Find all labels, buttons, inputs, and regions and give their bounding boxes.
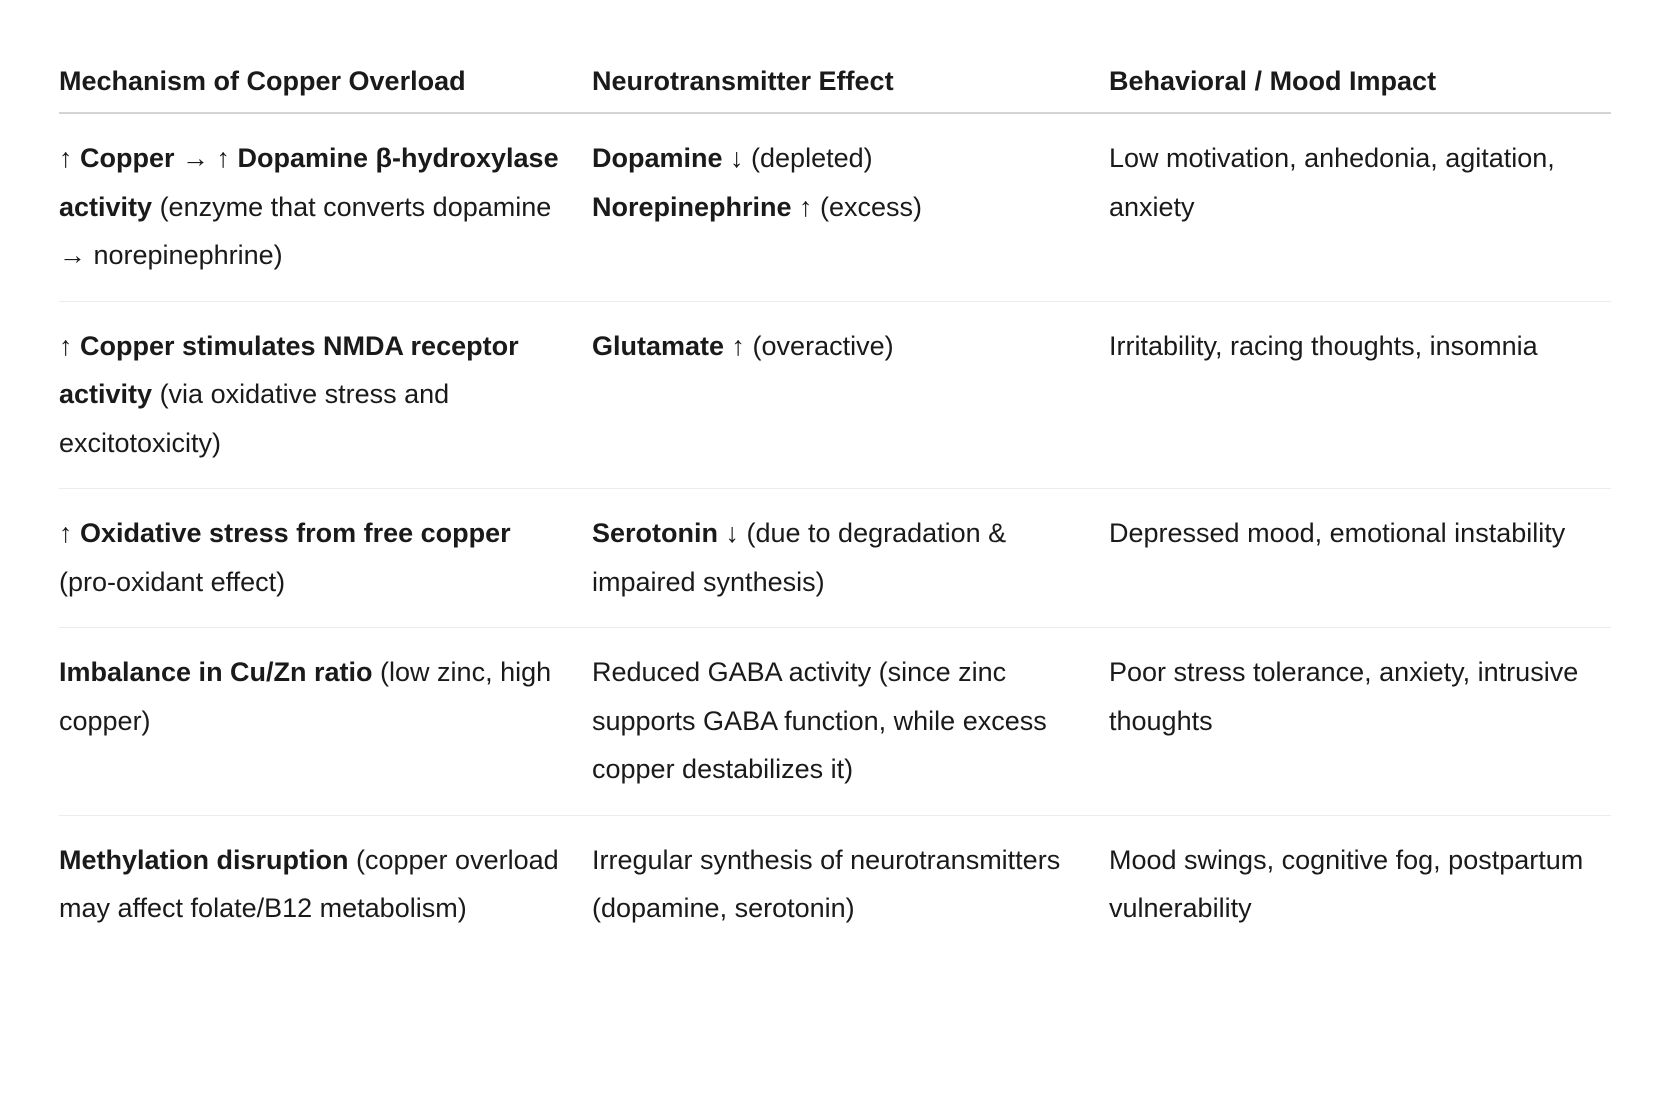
column-header-behavioral-impact: Behavioral / Mood Impact [1109,52,1611,113]
effect-line [592,509,1089,606]
mechanism-bold-text: ↑ Oxidative stress from free copper [59,518,511,548]
mechanism-cell [59,628,592,816]
effect-detail-text: (excess) [812,191,923,222]
mechanism-cell [59,489,592,628]
table-row [59,628,1611,816]
effect-line [592,322,1089,371]
effect-bold-text: Glutamate ↑ [592,330,746,361]
effect-detail-text: (depleted) [743,143,873,173]
mechanism-detail-text: (pro-oxidant effect) [59,566,286,597]
mechanism-bold-text: Methylation disruption [59,844,349,875]
mechanism-cell [59,113,592,301]
effect-cell [592,489,1109,628]
effect-line [592,648,1089,794]
effect-cell [592,628,1109,816]
effect-bold-text: Norepinephrine ↑ [592,191,813,222]
mechanism-detail-text: (via oxidative stress and excitotoxicity) [59,379,450,458]
mechanism-bold-text: ↑ Copper → ↑ Dopamine β-hydroxylase activity [59,143,559,222]
table-row [59,113,1611,301]
table-row [59,815,1611,954]
effect-bold-text: Dopamine ↓ [592,143,744,173]
mechanism-detail-text: (enzyme that converts dopamine → norepinephrine) [59,191,552,270]
column-header-neurotransmitter-effect: Neurotransmitter Effect [592,52,1109,113]
impact-cell: Irritability, racing thoughts, insomnia [1109,301,1611,489]
effect-detail-text: Irregular synthesis of neurotransmitters (dopamine, serotonin) [592,844,1061,923]
effect-cell [592,113,1109,301]
mechanism-bold-text: Imbalance in Cu/Zn ratio [59,657,373,687]
mechanism-cell [59,301,592,489]
mechanism-detail-text: (copper overload may affect folate/B12 metabolism) [59,844,559,923]
impact-cell: Poor stress tolerance, anxiety, intrusive thoughts [1109,628,1611,816]
effect-bold-text: Serotonin ↓ [592,518,739,548]
effect-detail-text: (overactive) [745,330,894,361]
column-header-mechanism: Mechanism of Copper Overload [59,52,592,113]
impact-cell: Depressed mood, emotional instability [1109,489,1611,628]
effect-line [592,836,1089,933]
effect-line [592,183,1089,232]
effect-detail-text: Reduced GABA activity (since zinc supports GABA function, while excess copper destabilizes it) [592,657,1047,784]
effect-line [592,134,1089,183]
mechanism-detail-text: (low zinc, high copper) [59,657,552,736]
effect-cell [592,815,1109,954]
effect-cell [592,301,1109,489]
impact-cell: Low motivation, anhedonia, agitation, anxiety [1109,113,1611,301]
copper-overload-table [59,52,1611,954]
data-table-container [59,52,1611,954]
table-row [59,301,1611,489]
effect-detail-text: (due to degradation & impaired synthesis) [592,518,1007,597]
table-header-row [59,52,1611,113]
mechanism-bold-text: ↑ Copper stimulates NMDA receptor activity [59,330,519,409]
table-row [59,489,1611,628]
impact-cell: Mood swings, cognitive fog, postpartum vulnerability [1109,844,1584,923]
mechanism-cell [59,815,592,954]
